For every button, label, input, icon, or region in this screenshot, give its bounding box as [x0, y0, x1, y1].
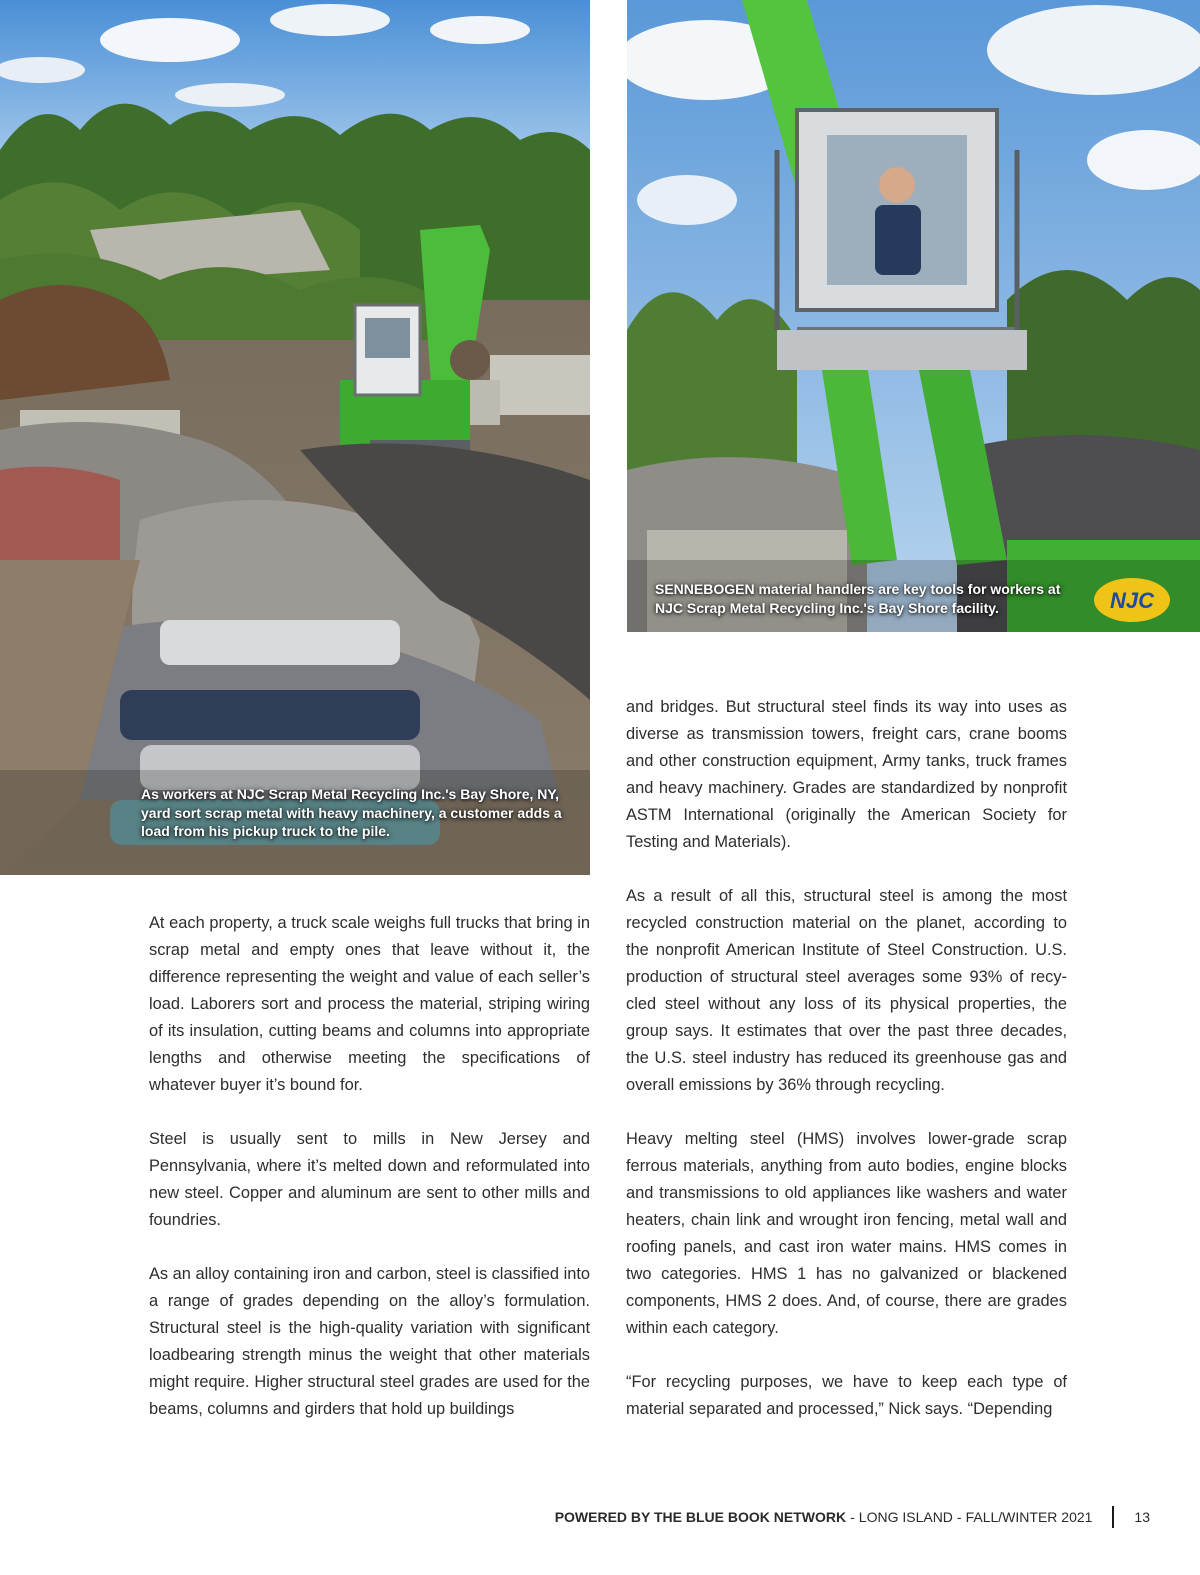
article-left-column — [149, 910, 590, 1450]
material-handler-photo — [627, 0, 1200, 632]
page-footer — [555, 1505, 1150, 1529]
footer-divider — [1112, 1506, 1114, 1528]
material-handler-illustration — [627, 0, 1200, 632]
article-paragraph: As a result of all this, structural steel is among the most recycled construction material on the planet, according to the nonprofit American Institute of Steel Construction. U.S. production of structural steel averages some 93% of recycled steel without any loss of its physical properties, the group says. It estimates that over the past three decades, the U.S. steel industry has reduced its greenhouse gas and overall emissions by 36% through recycling. — [626, 887, 1067, 1094]
article-paragraph: and bridges. But structural steel finds its way into uses as diverse as transmission towers, freight cars, crane booms and other construction equipment, Army tanks, truck frames and heavy machinery. Grades are standardized by nonprofit ASTM International (originally the American Society for Testing and Materials). — [626, 698, 1067, 851]
scrap-yard-illustration — [0, 0, 590, 875]
njc-logo-text: NJC — [1109, 588, 1155, 613]
footer-issue: FALL/WINTER 2021 — [965, 1509, 1093, 1525]
article-paragraph: As an alloy containing iron and carbon, steel is classified into a range of grades depending on the alloy’s formulation. Structural steel is the high-quality variation with significant loadbearing strength minus the weight that other materials might require. Higher structural steel grades are used for the beams, columns and girders that hold up buildings — [149, 1265, 590, 1418]
footer-separator: - — [850, 1509, 855, 1525]
footer-brand: POWERED BY THE BLUE BOOK NETWORK — [554, 1509, 847, 1525]
article-paragraph: At each property, a truck scale weighs full trucks that bring in scrap metal and empty ones that leave without it, the difference representing the weight and value of each seller’s load. Laborers sort and process the material, striping wiring of its insulation, cutting beams and columns into appropriate lengths and otherwise meeting the specifications of whatever buyer it’s bound for. — [149, 914, 590, 1094]
material-handler-photo-caption: SENNEBOGEN material handlers are key tools for workers at NJC Scrap Metal Recycling Inc.'s Bay Shore facility. — [655, 581, 1061, 616]
article-right-column — [626, 694, 1067, 1450]
footer-region: LONG ISLAND — [858, 1509, 953, 1525]
scrap-yard-photo — [0, 0, 590, 875]
article-paragraph: Steel is usually sent to mills in New Jersey and Pennsylvania, where it’s melted down and reformulated into new steel. Copper and aluminum are sent to other mills and foundries. — [149, 1130, 590, 1229]
article-paragraph: Heavy melting steel (HMS) involves lower-grade scrap ferrous materials, anything from auto bodies, engine blocks and transmissions to old appliances like washers and water heaters, chain link and wrought iron fencing, metal wall and roofing panels, and cast iron water mains. HMS comes in two categories. HMS 1 has no galvanized or blackened components, HMS 2 does. And, of course, there are grades within each category. — [626, 1130, 1067, 1337]
footer-separator: - — [956, 1509, 962, 1525]
page-number: 13 — [1134, 1509, 1150, 1525]
scrap-yard-photo-caption: As workers at NJC Scrap Metal Recycling Inc.'s Bay Shore, NY, yard sort scrap metal with heavy machinery, a customer adds a load from his pickup truck to the pile. — [141, 786, 562, 839]
article-paragraph: “For recycling purposes, we have to keep each type of material separated and processed,” Nick says. “Depending — [626, 1373, 1067, 1418]
